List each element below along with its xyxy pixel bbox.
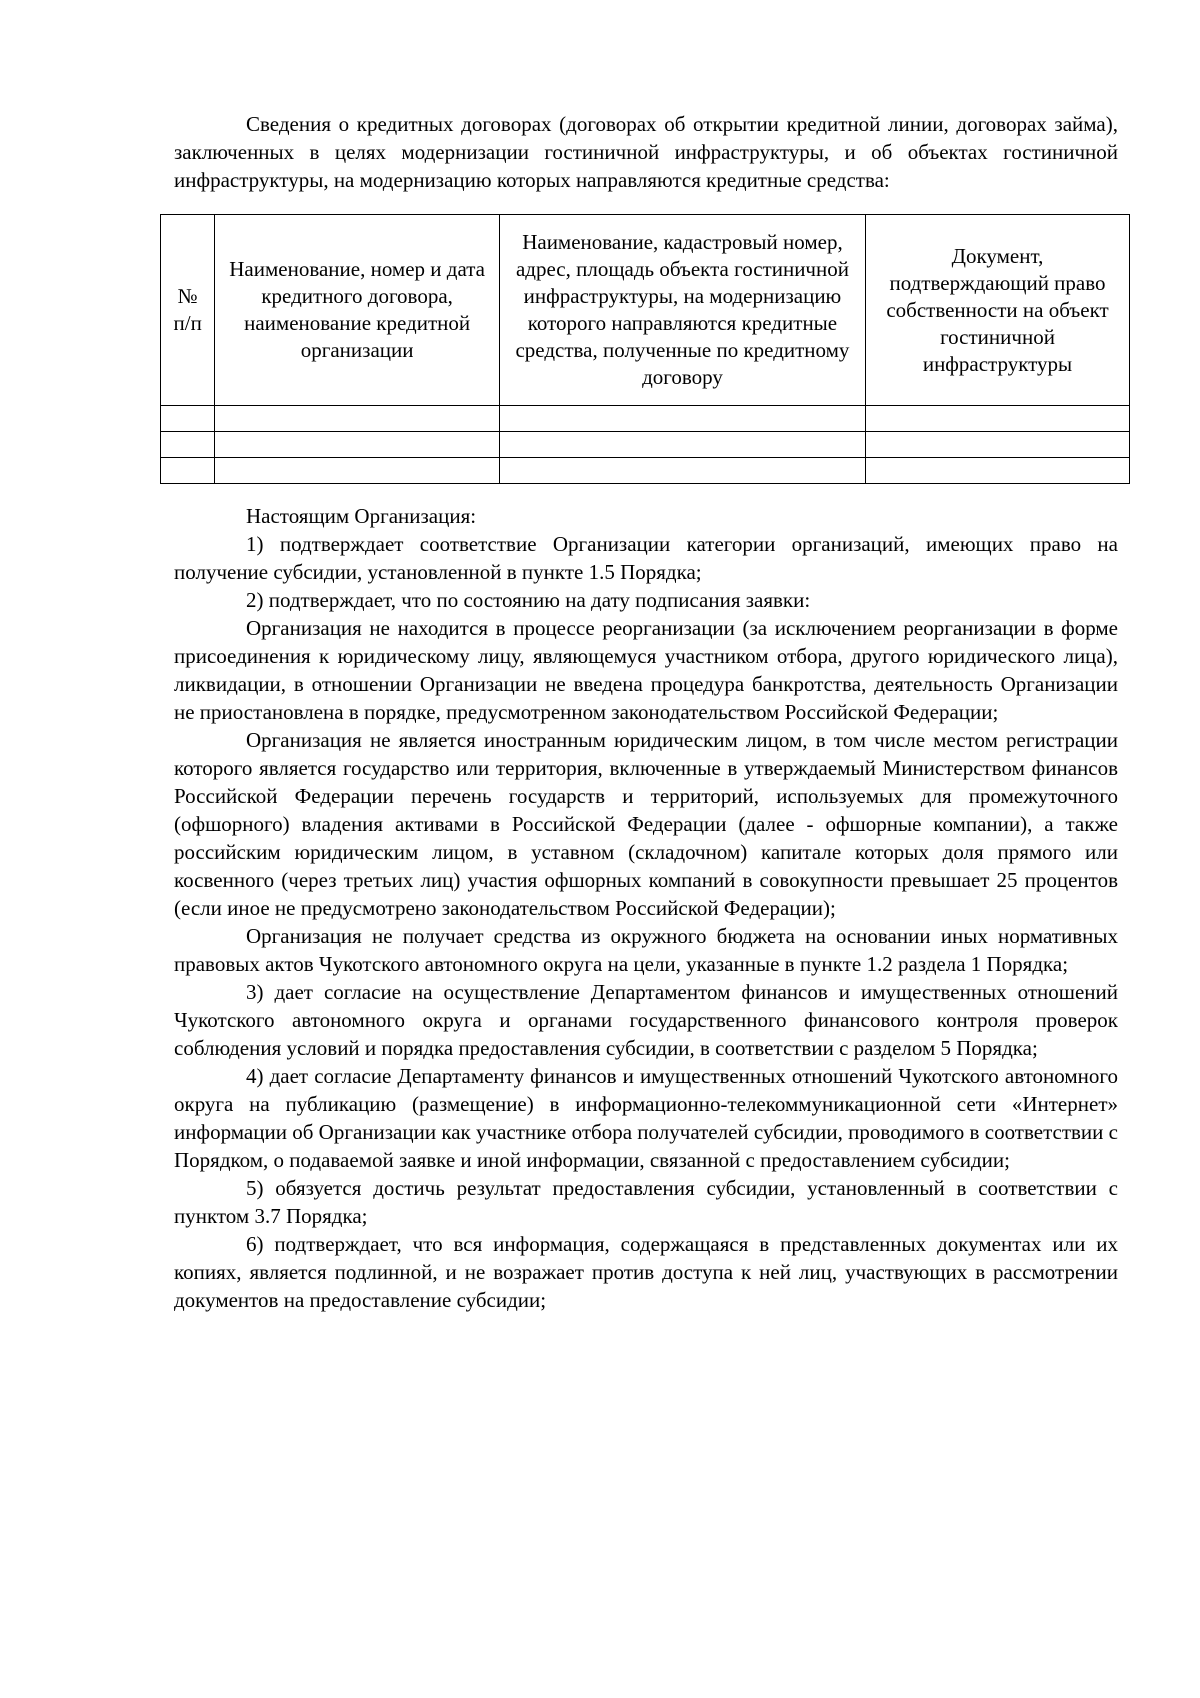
table-cell <box>866 432 1130 458</box>
statement-item-2-offshore: Организация не является иностранным юридическим лицом, в том числе местом регистрации которого является государство или территория, включенные в утверждаемый Министерством финансов Российской Федерации перечень государств и территорий, используемых для промежуточного (офшорного) владения активами в Российской Федерации (далее - офшорные компании), а также российским юридическим лицом, в уставном (складочном) капитале которых доля прямого или косвенного (через третьих лиц) участия офшорных компаний в совокупности превышает 25 процентов (если иное не предусмотрено законодательством Российской Федерации); <box>174 728 1118 920</box>
table-cell <box>161 458 215 484</box>
table-cell <box>866 406 1130 432</box>
statement-item-1: 1) подтверждает соответствие Организации категории организаций, имеющих право на получение субсидии, установленной в пункте 1.5 Порядка; <box>174 532 1118 584</box>
statement-item-2-reorganization: Организация не находится в процессе реорганизации (за исключением реорганизации в форме присоединения к юридическому лицу, являющемуся участником отбора, другого юридического лица), ликвидации, в отношении Организации не введена процедура банкротства, деятельность Организации не приостановлена в порядке, предусмотренном законодательством Российской Федерации; <box>174 616 1118 724</box>
statement-item-6: 6) подтверждает, что вся информация, содержащаяся в представленных документах или их копиях, является подлинной, и не возражает против доступа к ней лиц, участвующих в рассмотрении документов на предоставление субсидии; <box>174 1232 1118 1312</box>
table-header-row <box>161 215 1130 406</box>
table-row <box>161 406 1130 432</box>
statement-item-4: 4) дает согласие Департаменту финансов и имущественных отношений Чукотского автономного округа на публикацию (размещение) в информационно-телекоммуникационной сети «Интернет» информации об Организации как участнике отбора получателей субсидии, проводимого в соответствии с Порядком, о подаваемой заявке и иной информации, связанной с предоставлением субсидии; <box>174 1064 1118 1172</box>
table-cell <box>215 406 500 432</box>
organization-statements <box>174 502 1118 1314</box>
statements-lead: Настоящим Организация: <box>246 504 477 528</box>
statement-item-3: 3) дает согласие на осуществление Департаментом финансов и имущественных отношений Чукотского автономного округа и органами государственного финансового контроля проверок соблюдения условий и порядка предоставления субсидии, в соответствии с разделом 5 Порядка; <box>174 980 1118 1060</box>
table-cell <box>499 432 865 458</box>
document-page <box>174 110 1118 1314</box>
table-cell <box>499 406 865 432</box>
statement-item-2: 2) подтверждает, что по состоянию на дату подписания заявки: <box>246 588 811 612</box>
statement-item-2-budget: Организация не получает средства из окружного бюджета на основании иных нормативных правовых актов Чукотского автономного округа на цели, указанные в пункте 1.2 раздела 1 Порядка; <box>174 924 1118 976</box>
table-cell <box>866 458 1130 484</box>
table-cell <box>215 432 500 458</box>
table-row <box>161 458 1130 484</box>
credit-agreements-table <box>160 214 1130 484</box>
intro-paragraph: Сведения о кредитных договорах (договорах об открытии кредитной линии, договорах займа), заключенных в целях модернизации гостиничной инфраструктуры, и об объектах гостиничной инфраструктуры, на модернизацию которых направляются кредитные средства: <box>174 112 1118 192</box>
table-cell <box>215 458 500 484</box>
statement-item-5: 5) обязуется достичь результат предоставления субсидии, установленный в соответствии с пунктом 3.7 Порядка; <box>174 1176 1118 1228</box>
table-cell <box>161 406 215 432</box>
header-object: Наименование, кадастровый номер, адрес, площадь объекта гостиничной инфраструктуры, на модернизацию которого направляются кредитные средства, полученные по кредитному договору <box>499 215 865 406</box>
header-number: № п/п <box>161 215 215 406</box>
header-agreement: Наименование, номер и дата кредитного договора, наименование кредитной организации <box>215 215 500 406</box>
table-cell <box>499 458 865 484</box>
table-row <box>161 432 1130 458</box>
table-cell <box>161 432 215 458</box>
header-ownership-document: Документ, подтверждающий право собственности на объект гостиничной инфраструктуры <box>866 215 1130 406</box>
